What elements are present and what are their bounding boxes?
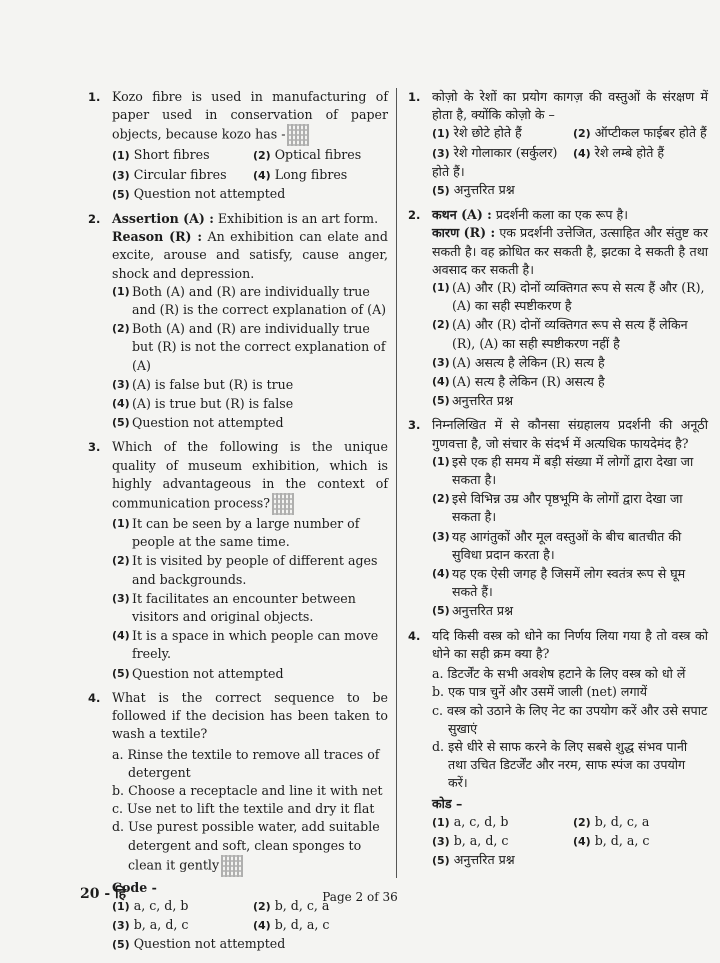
option-3[interactable]: (3) रेशे गोलाकार (सर्कुलर) होते हैं। xyxy=(432,144,558,179)
question-text: Kozo fibre is used in manufacturing of paper used in conservation of paper objects, because kozo has - xyxy=(112,88,388,146)
option-4[interactable]: (4) Long fibres xyxy=(253,166,348,182)
option-2[interactable]: (2) Both (A) and (R) are individually true but (R) is not the correct explanation of (A) xyxy=(112,321,386,373)
question-text: What is the correct sequence to be followed if the decision has been taken to wash a textile? xyxy=(112,689,388,742)
english-column xyxy=(88,88,388,961)
question-number: 3. xyxy=(408,418,421,433)
option-1[interactable]: (1) It can be seen by a large number of people at the same time. xyxy=(112,516,360,550)
option-grid xyxy=(112,146,388,204)
option-1[interactable]: (1) रेशे छोटे होते हैं xyxy=(432,125,522,141)
question-2-hi xyxy=(408,206,708,410)
option-5[interactable]: (5) Question not attempted xyxy=(112,185,286,201)
option-1[interactable]: (1) (A) और (R) दोनों व्यक्तिगत रूप से सत्य हैं और (R), (A) का सही स्पष्टीकरण है xyxy=(432,280,705,314)
step-a: a. Rinse the textile to remove all traces of detergent xyxy=(112,746,380,780)
question-4-en xyxy=(88,689,388,955)
question-number: 1. xyxy=(408,90,421,104)
option-2[interactable]: (2) ऑप्टीकल फाईबर होते हैं xyxy=(573,125,707,141)
question-text: कोज़ो के रेशों का प्रयोग कागज़ की वस्तुओं के संरक्षण में होता है, क्योंकि कोज़ो के – xyxy=(432,89,708,123)
option-1[interactable]: (1) Both (A) and (R) are individually true and (R) is the correct explanation of (A) xyxy=(112,283,387,318)
step-b: b. एक पात्र चुनें और उसमें जाली (net) लगायें xyxy=(432,684,648,700)
option-5[interactable]: (5) अनुत्तरित प्रश्न xyxy=(432,603,513,619)
option-4[interactable]: (4) It is a space in which people can move freely. xyxy=(112,628,379,662)
page-number: Page 2 of 36 xyxy=(322,890,398,904)
option-2[interactable]: (2) (A) और (R) दोनों व्यक्तिगत रूप से सत्य हैं लेकिन (R), (A) का सही स्पष्टीकरण नहीं है xyxy=(432,317,688,351)
step-list xyxy=(432,665,708,792)
question-3-hi xyxy=(408,416,708,620)
question-number: 1. xyxy=(88,90,101,104)
hindi-column xyxy=(408,88,708,876)
qr-code-icon xyxy=(287,124,309,146)
question-4-hi xyxy=(408,627,708,871)
question-text: यदि किसी वस्त्र को धोने का निर्णय लिया गया है तो वस्त्र को धोने का सही क्रम क्या है? xyxy=(432,627,708,661)
option-list xyxy=(432,279,708,410)
question-number: 4. xyxy=(88,690,101,705)
option-1[interactable]: (1) इसे एक ही समय में बड़ी संख्या में लोगों द्वारा देखा जा सकता है। xyxy=(432,453,694,488)
question-1-hi xyxy=(408,88,708,200)
option-grid xyxy=(432,124,708,200)
question-number: 3. xyxy=(88,440,101,455)
option-4[interactable]: (4) b, d, a, c xyxy=(573,832,650,848)
option-4[interactable]: (4) (A) is true but (R) is false xyxy=(112,396,294,412)
option-2[interactable]: (2) Optical fibres xyxy=(253,147,362,163)
option-5[interactable]: (5) Question not attempted xyxy=(112,936,286,952)
option-list xyxy=(112,283,388,433)
option-3[interactable]: (3) Circular fibres xyxy=(112,166,227,182)
qr-code-icon xyxy=(272,493,294,515)
step-d: d. इसे धीरे से साफ करने के लिए सबसे शुद्ध संभव पानी तथा उचित डिटर्जेंट और नरम, साफ स्पंज का उपयोग करें। xyxy=(432,738,688,791)
question-1-en xyxy=(88,88,388,204)
option-grid xyxy=(112,897,388,955)
step-c: c. वस्त्र को उठाने के लिए नेट का उपयोग करें और उसे सपाट सुखाएं xyxy=(432,702,708,736)
option-3[interactable]: (3) b, a, d, c xyxy=(112,917,189,933)
question-2-en xyxy=(88,210,388,432)
option-3[interactable]: (3) b, a, d, c xyxy=(432,832,509,848)
question-3-en xyxy=(88,438,388,682)
reason-text: कारण (R) : एक प्रदर्शनी उत्तेजित, उत्साहित और संतुष्ट कर सकती है। वह क्रोधित कर सकती है, झटका दे सकती है तथा अवसाद कर सकती है। xyxy=(432,225,708,277)
step-c: c. Use net to lift the textile and dry it flat xyxy=(112,801,375,817)
step-b: b. Choose a receptacle and line it with net xyxy=(112,782,383,798)
option-4[interactable]: (4) b, d, a, c xyxy=(253,917,330,933)
question-number: 4. xyxy=(408,628,421,643)
option-2[interactable]: (2) b, d, c, a xyxy=(253,897,330,913)
option-5[interactable]: (5) Question not attempted xyxy=(112,415,284,431)
option-list xyxy=(112,515,388,683)
option-2[interactable]: (2) इसे विभिन्न उम्र और पृष्ठभूमि के लोगों द्वारा देखा जा सकता है। xyxy=(432,491,683,525)
step-d: d. Use purest possible water, add suitable detergent and soft, clean sponges to clean it gently xyxy=(112,818,388,876)
question-number: 2. xyxy=(88,212,101,227)
option-3[interactable]: (3) It facilitates an encounter between visitors and original objects. xyxy=(112,590,356,625)
option-5[interactable]: (5) अनुत्तरित प्रश्न xyxy=(432,182,515,198)
qr-code-icon xyxy=(221,855,243,877)
option-grid xyxy=(432,813,708,871)
question-text: निम्नलिखित में से कौनसा संग्रहालय प्रदर्शनी की अनूठी गुणवत्ता है, जो संचार के संदर्भ में अत्यधिक फायदेमंद है? xyxy=(432,417,708,451)
option-list xyxy=(432,453,708,621)
option-3[interactable]: (3) (A) is false but (R) is true xyxy=(112,376,294,392)
code-label: कोड – xyxy=(432,795,463,811)
step-a: a. डिटर्जेंट के सभी अवशेष हटाने के लिए वस्त्र को धो लें xyxy=(432,666,686,682)
option-4[interactable]: (4) रेशे लम्बे होते हैं xyxy=(573,144,665,160)
option-5[interactable]: (5) अनुत्तरित प्रश्न xyxy=(432,393,513,409)
option-3[interactable]: (3) यह आगंतुकों और मूल वस्तुओं के बीच बातचीत की सुविधा प्रदान करता है। xyxy=(432,528,682,562)
option-3[interactable]: (3) (A) असत्य है लेकिन (R) सत्य है xyxy=(432,354,605,370)
column-divider xyxy=(396,88,397,878)
option-5[interactable]: (5) Question not attempted xyxy=(112,665,284,681)
assertion-text: कथन (A) : प्रदर्शनी कला का एक रूप है। xyxy=(432,207,628,223)
page-code: 20 - हि xyxy=(80,886,127,902)
option-2[interactable]: (2) b, d, c, a xyxy=(573,813,650,829)
option-4[interactable]: (4) यह एक ऐसी जगह है जिसमें लोग स्वतंत्र रूप से घूम सकते हैं। xyxy=(432,566,686,600)
step-list xyxy=(112,746,388,877)
reason-text: Reason (R) : An exhibition can elate and excite, arouse and satisfy, cause anger, shock and depression. xyxy=(112,229,388,281)
assertion-text: Assertion (A) : Exhibition is an art form. xyxy=(112,211,379,227)
code-label: Code - xyxy=(112,879,157,895)
option-1[interactable]: (1) a, c, d, b xyxy=(432,813,509,829)
option-2[interactable]: (2) It is visited by people of different ages and backgrounds. xyxy=(112,553,378,587)
option-1[interactable]: (1) a, c, d, b xyxy=(112,897,189,913)
option-1[interactable]: (1) Short fibres xyxy=(112,147,210,163)
option-5[interactable]: (5) अनुत्तरित प्रश्न xyxy=(432,852,515,868)
question-text: Which of the following is the unique quality of museum exhibition, which is highly advantageous in the context of communication process? xyxy=(112,438,388,515)
option-4[interactable]: (4) (A) सत्य है लेकिन (R) असत्य है xyxy=(432,374,605,390)
question-number: 2. xyxy=(408,208,421,223)
